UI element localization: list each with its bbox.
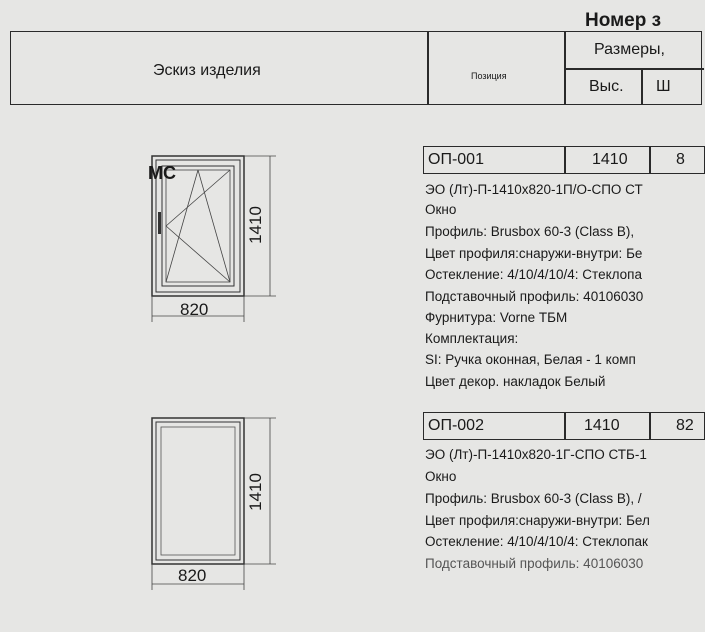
- item-1-position: ОП-001: [428, 151, 484, 168]
- item-2-line: ЭО (Лт)-П-1410х820-1Г-СПО СТБ-1: [425, 447, 647, 462]
- item-2-row: [423, 412, 705, 440]
- item-1-line: Цвет профиля:снаружи-внутри: Бе: [425, 246, 643, 261]
- sketch-1-mark: МС: [148, 163, 176, 183]
- item-1-width: 8: [676, 151, 685, 168]
- item-1-line: Профиль: Brusbox 60-3 (Class B),: [425, 224, 635, 239]
- sketch-2-height: 1410: [245, 473, 265, 511]
- item-2-line: Цвет профиля:снаружи-внутри: Бел: [425, 513, 650, 528]
- item-1-line: Подставочный профиль: 40106030: [425, 289, 644, 304]
- item-2-height: 1410: [584, 417, 620, 434]
- item-1-line: Комплектация:: [425, 331, 519, 346]
- item-1-line: Остекление: 4/10/4/10/4: Стеклопа: [425, 267, 643, 282]
- sketch-1-width: 820: [180, 300, 209, 319]
- item-2-line: Профиль: Brusbox 60-3 (Class B), /: [425, 491, 642, 506]
- item-1-height: 1410: [592, 151, 628, 168]
- item-1-line: Фурнитура: Vorne ТБМ: [425, 310, 568, 325]
- item-2-width: 82: [676, 417, 694, 434]
- height-header: Выс.: [589, 78, 624, 95]
- sketch-2-width: 820: [178, 566, 207, 585]
- item-1-row: [423, 146, 705, 174]
- item-2-position: ОП-002: [428, 417, 484, 434]
- order-number-title: Номер з: [585, 10, 662, 31]
- item-1-line: Цвет декор. накладок Белый: [425, 374, 606, 389]
- width-header: Ш: [656, 78, 671, 95]
- header-table: [10, 31, 702, 105]
- sketch-1-height: 1410: [245, 206, 265, 244]
- item-1-line: ЭО (Лт)-П-1410х820-1П/О-СПО СТ: [425, 182, 643, 197]
- item-2-line: Окно: [425, 469, 457, 484]
- window-sketch-2: [140, 412, 290, 597]
- item-2-line: Остекление: 4/10/4/10/4: Стеклопак: [425, 534, 648, 549]
- position-header: Позиция: [471, 71, 507, 81]
- item-1-line: SI: Ручка оконная, Белая - 1 комп: [425, 352, 636, 367]
- sizes-header: Размеры,: [594, 41, 665, 58]
- item-1-line: Окно: [425, 202, 457, 217]
- sketch-header: Эскиз изделия: [153, 62, 261, 79]
- item-2-line: Подставочный профиль: 40106030: [425, 556, 644, 571]
